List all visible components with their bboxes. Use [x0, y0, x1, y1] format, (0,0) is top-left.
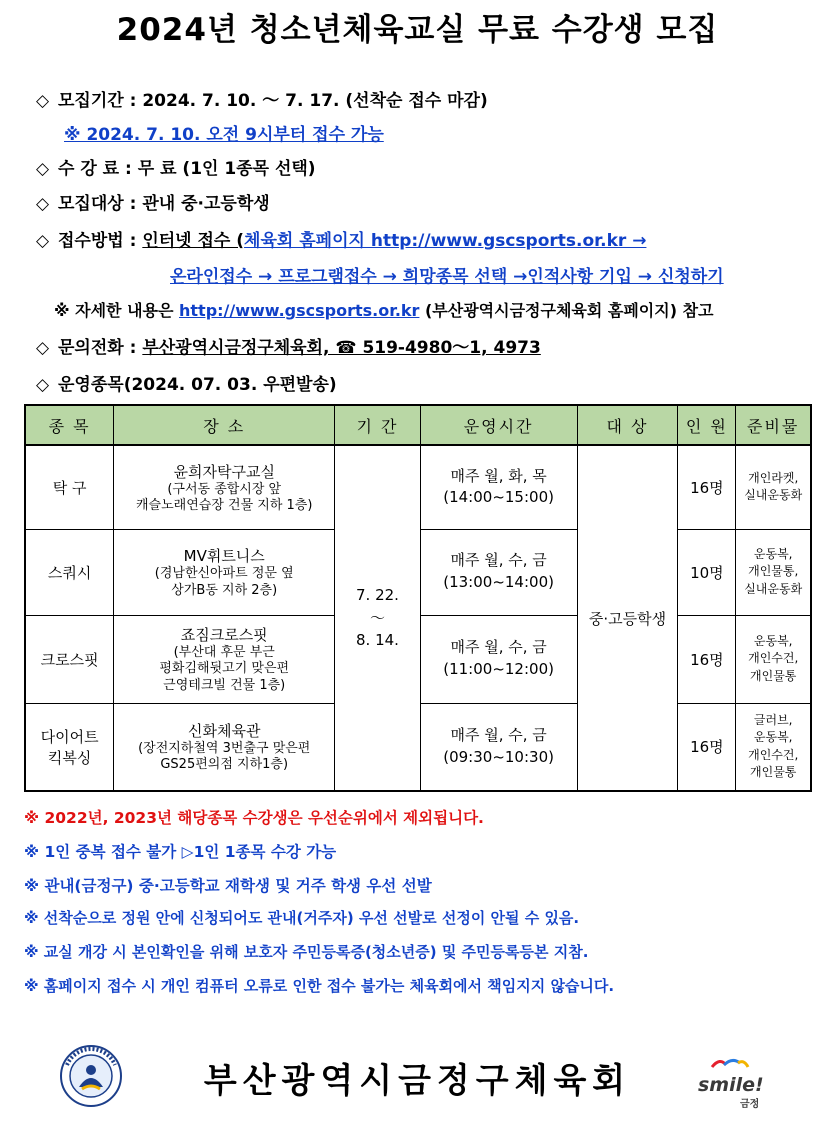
venue-name: 죠짐크로스핏: [180, 626, 268, 645]
fee-label: 수 강 료 :: [58, 159, 138, 179]
sport-line: 킥복싱: [47, 748, 92, 767]
note-first-come: ※ 선착순으로 정원 안에 신청되어도 관내(거주자) 우선 선발로 선정이 안될 수 있음.: [24, 909, 580, 927]
note-id-check: ※ 교실 개강 시 본인확인을 위해 보호자 주민등록증(청소년증) 및 주민등록등본 지참.: [24, 943, 589, 961]
item: 개인물통: [750, 668, 797, 683]
table-header-row: [25, 405, 811, 445]
detail-prefix: ※ 자세한 내용은: [54, 301, 180, 320]
sport-cell: 크로스핏: [25, 615, 114, 703]
target-value: 관내 중·고등학생: [142, 194, 270, 214]
time-cell: [420, 615, 577, 703]
table-row: [25, 445, 811, 529]
period-label: 모집기간 :: [58, 91, 143, 111]
phone-value: 부산광역시금정구체육회, ☎ 519-4980～1, 4973: [142, 338, 541, 358]
items-cell: [736, 529, 811, 615]
time-hours: (09:30~10:30): [443, 747, 554, 766]
items-cell: [736, 445, 811, 529]
detail-suffix: (부산광역시금정구체육회 홈페이지) 참고: [419, 301, 714, 320]
sport-cell: 탁 구: [25, 445, 114, 529]
smile-logo-text: smile!: [698, 1074, 764, 1096]
time-hours: (13:00~14:00): [443, 573, 554, 591]
venue-address: 평화김해뒷고기 맞은편: [159, 661, 290, 677]
period-note: ※ 2024. 7. 10. 오전 9시부터 접수 가능: [64, 125, 384, 145]
item: 개인수건,: [748, 651, 799, 666]
period-value: 2024. 7. 10. ～ 7. 17. (선착순 접수 마감): [142, 91, 488, 111]
venue-address: (장전지하철역 3번출구 맞은편: [138, 741, 311, 756]
time-days: 매주 월, 수, 금: [450, 638, 547, 657]
diamond-bullet-icon: ◇: [36, 194, 50, 214]
period-start: 7. 22.: [356, 586, 399, 605]
target-cell: 중·고등학생: [577, 445, 678, 791]
venue-address: (경남한신아파트 정문 옆: [154, 566, 294, 582]
venue-address: 상가B동 지하 2층): [171, 582, 278, 598]
info-sports: [36, 370, 337, 395]
item: 개인물통,: [748, 564, 799, 579]
venue-name: MV휘트니스: [183, 547, 265, 566]
method-label: 접수방법 :: [58, 231, 143, 251]
method-steps: 온라인접수 → 프로그램접수 → 희망종목 선택 →인적사항 기입 → 신청하기: [170, 267, 724, 287]
venue-cell: [114, 529, 335, 615]
time-hours: (11:00~12:00): [443, 660, 554, 678]
time-days: 매주 월, 수, 금: [450, 726, 547, 744]
venue-name: 윤희자탁구교실: [173, 462, 275, 481]
item: 개인라켓,: [748, 470, 799, 485]
phone-label: 문의전화 :: [58, 338, 143, 358]
time-cell: [420, 445, 577, 529]
method-link[interactable]: 체육회 홈페이지 http://www.gscsports.or.kr →: [244, 231, 647, 251]
time-cell: [420, 703, 577, 791]
count-cell: 16명: [678, 445, 736, 529]
note-exclusion: ※ 2022년, 2023년 해당종목 수강생은 우선순위에서 제외됩니다.: [24, 809, 484, 827]
time-cell: [420, 529, 577, 615]
count-cell: 10명: [678, 529, 736, 615]
venue-cell: [114, 445, 335, 529]
period-end: 8. 14.: [356, 631, 399, 650]
venue-address: GS25편의점 지하1층): [160, 757, 289, 773]
info-detail: [54, 298, 714, 321]
smile-geumjeong-logo: [690, 1055, 770, 1115]
diamond-bullet-icon: ◇: [36, 338, 50, 358]
header-count: 인 원: [678, 405, 736, 445]
method-prefix: 인터넷 접수 (: [142, 231, 245, 251]
period-cell: [335, 445, 420, 791]
sport-cell: [25, 703, 114, 791]
venue-address: (구서동 종합시장 앞: [167, 481, 282, 497]
info-target: [36, 189, 270, 214]
venue-address: 캐슬노래연습장 건물 지하 1층): [136, 497, 313, 513]
diamond-bullet-icon: ◇: [36, 159, 50, 179]
header-sport: 종 목: [25, 405, 114, 445]
item: 실내운동화: [744, 581, 803, 596]
fee-value: 무 료 (1인 1종목 선택): [137, 159, 316, 179]
time-days: 매주 월, 화, 목: [450, 466, 547, 485]
diamond-bullet-icon: ◇: [36, 375, 50, 395]
item: 운동복,: [753, 546, 793, 561]
items-cell: [736, 703, 811, 791]
count-cell: 16명: [678, 703, 736, 791]
sports-label: 운영종목(2024. 07. 03. 우편발송): [58, 375, 337, 395]
header-time: 운영시간: [420, 405, 577, 445]
time-hours: (14:00~15:00): [443, 488, 554, 507]
info-phone: [36, 333, 541, 358]
header-target: 대 상: [577, 405, 678, 445]
header-venue: 장 소: [114, 405, 335, 445]
count-cell: 16명: [678, 615, 736, 703]
venue-cell: [114, 703, 335, 791]
item: 운동복,: [753, 633, 793, 648]
venue-address: 근영테크빌 건물 1층): [163, 677, 286, 693]
venue-cell: [114, 615, 335, 703]
sport-cell: 스쿼시: [25, 529, 114, 615]
note-disclaimer: ※ 홈페이지 접수 시 개인 컴퓨터 오류로 인한 접수 불가는 체육회에서 책임지지 않습니다.: [24, 977, 615, 995]
page-title: 2024년 청소년체육교실 무료 수강생 모집: [116, 12, 719, 48]
period-tilde: ～: [369, 608, 385, 627]
info-period: [36, 86, 488, 111]
sport-line: 다이어트: [40, 727, 99, 746]
time-days: 매주 월, 수, 금: [450, 551, 547, 570]
venue-name: 신화체육관: [187, 722, 261, 740]
note-duplicate: ※ 1인 중복 접수 불가 ▷1인 1종목 수강 가능: [24, 843, 337, 861]
diamond-bullet-icon: ◇: [36, 231, 50, 251]
diamond-bullet-icon: ◇: [36, 91, 50, 111]
header-items: 준비물: [736, 405, 811, 445]
program-table: [24, 404, 812, 792]
smile-logo-sub: 금정: [740, 1099, 760, 1110]
items-cell: [736, 615, 811, 703]
item: 개인물통: [750, 765, 797, 780]
header-period: 기 간: [335, 405, 420, 445]
item: 개인수건,: [748, 747, 799, 762]
item: 글러브,: [753, 712, 793, 727]
detail-link[interactable]: http://www.gscsports.or.kr: [179, 301, 420, 320]
venue-address: (부산대 후문 부근: [173, 645, 275, 661]
item: 실내운동화: [744, 488, 803, 503]
info-method: [36, 226, 646, 251]
organization-name: 부산광역시금정구체육회: [203, 1061, 632, 1101]
target-label: 모집대상 :: [58, 194, 143, 214]
info-fee: [36, 154, 316, 179]
note-priority: ※ 관내(금정구) 중·고등학교 재학생 및 거주 학생 우선 선발: [24, 877, 432, 895]
item: 운동복,: [753, 730, 793, 745]
